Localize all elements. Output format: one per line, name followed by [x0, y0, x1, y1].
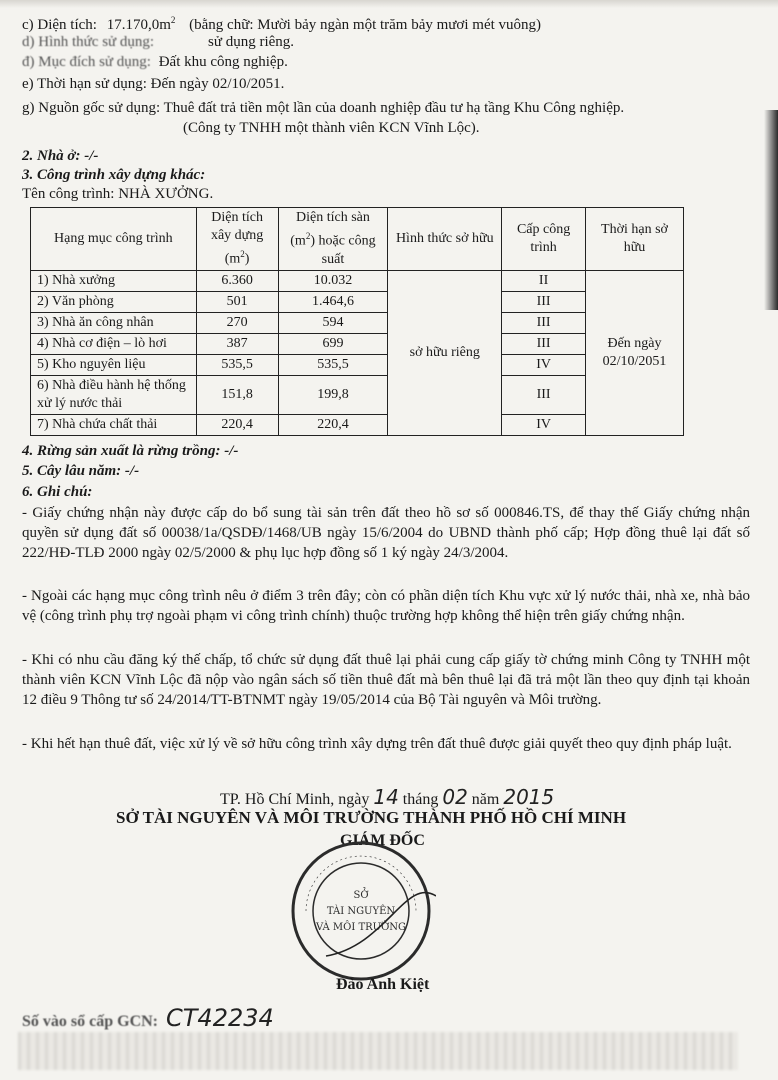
trees-heading: 5. Cây lâu năm: -/-: [22, 463, 140, 479]
row-floor-area: 594: [278, 312, 388, 333]
row-name: 3) Nhà ăn công nhân: [31, 312, 197, 333]
row-name: 4) Nhà cơ điện – lò hơi: [31, 333, 197, 354]
land-area-label: c) Diện tích:: [22, 17, 97, 33]
row-grade: III: [502, 375, 586, 414]
row-grade: IV: [502, 414, 586, 435]
land-area-words: (bằng chữ: Mười bảy ngàn một trăm bảy mươi mét vuông): [189, 17, 542, 33]
official-seal: [286, 836, 436, 986]
table-header-row: [31, 208, 684, 271]
header-grade: Cấp công trình: [502, 208, 586, 271]
works-table: [30, 207, 684, 436]
registry-number: CT42234: [166, 1004, 274, 1032]
note-1: - Giấy chứng nhận này được cấp do bổ sung tài sản trên đất theo hồ sơ số 000846.TS, để thay thế Giấy chứng nhận quyền sử dụng đất số 00038/1a/QSDĐ/1468/UB ngày 15/6/2004 do UBND thành phố cấp; Hợp đồng thuê lại đất số 222/HĐ-TLĐ 2000 ngày 02/5/2000 & phụ lục hợp đồng số 1 ký ngày 24/3/2004.: [22, 505, 750, 561]
usage-purpose-line: [22, 52, 288, 72]
usage-purpose-value: Đất khu công nghiệp.: [158, 54, 288, 70]
usage-origin-company: (Công ty TNHH một thành viên KCN Vĩnh Lộc).: [183, 120, 480, 136]
row-grade: III: [502, 333, 586, 354]
bottom-smudge: [18, 1032, 738, 1070]
other-works-heading: 3. Công trình xây dựng khác:: [22, 167, 206, 183]
row-name: 1) Nhà xưởng: [31, 270, 197, 291]
signer-name: Đào Anh Kiệt: [336, 976, 430, 993]
row-name: 6) Nhà điều hành hệ thống xử lý nước thải: [31, 375, 197, 414]
usage-form-label: d) Hình thức sử dụng:: [22, 34, 155, 50]
agency-name: SỞ TÀI NGUYÊN VÀ MÔI TRƯỜNG THÀNH PHỐ HỒ CHÍ MINH: [116, 808, 627, 827]
header-item: Hạng mục công trình: [31, 208, 197, 271]
top-edge-shadow: [0, 0, 778, 8]
notes-heading: 6. Ghi chú:: [22, 484, 93, 500]
signer-title: GIÁM ĐỐC: [340, 832, 425, 849]
row-floor-area: 1.464,6: [278, 291, 388, 312]
row-build-area: 6.360: [196, 270, 278, 291]
row-floor-area: 199,8: [278, 375, 388, 414]
row-floor-area: 220,4: [278, 414, 388, 435]
forest-heading: 4. Rừng sản xuất là rừng trồng: -/-: [22, 443, 239, 459]
row-grade: III: [502, 312, 586, 333]
usage-form-line: [22, 32, 295, 52]
row-build-area: 535,5: [196, 354, 278, 375]
land-area-value: $17.170,0m^2$: [106, 15, 176, 33]
row-name: 2) Văn phòng: [31, 291, 197, 312]
registry-line: [22, 1004, 274, 1032]
right-edge-shadow: [764, 110, 778, 310]
usage-form-value: sử dụng riêng.: [208, 34, 295, 50]
row-build-area: 501: [196, 291, 278, 312]
row-grade: II: [502, 270, 586, 291]
place-date: TP. Hồ Chí Minh, ngày 14 tháng 02 năm 2015: [220, 785, 555, 809]
row-floor-area: 699: [278, 333, 388, 354]
svg-text:SỞ: SỞ: [353, 890, 369, 901]
row-name: 7) Nhà chứa chất thải: [31, 414, 197, 435]
row-grade: IV: [502, 354, 586, 375]
svg-text:TÀI NGUYÊN: TÀI NGUYÊN: [326, 906, 396, 917]
note-2: - Ngoài các hạng mục công trình nêu ở điểm 3 trên đây; còn có phần diện tích Khu vực xử lý nước thải, nhà xe, nhà bảo vệ (công trình phụ trợ ngoài phạm vi công trình chính) thuộc trường hợp không thể hiện trên giấy chứng nhận.: [22, 588, 750, 624]
header-term: Thời hạn sở hữu: [586, 208, 684, 271]
row-floor-area: 535,5: [278, 354, 388, 375]
svg-text:VÀ MÔI TRƯỜNG: VÀ MÔI TRƯỜNG: [315, 922, 407, 933]
note-4: - Khi hết hạn thuê đất, việc xử lý về sở hữu công trình xây dựng trên đất thuê được giải quyết theo quy định pháp luật.: [22, 736, 732, 752]
ownership-cell: sở hữu riêng: [388, 270, 502, 435]
row-grade: III: [502, 291, 586, 312]
usage-purpose-label: đ) Mục đích sử dụng:: [22, 54, 151, 70]
term-cell: Đến ngày 02/10/2051: [586, 270, 684, 435]
registry-label: Số vào sổ cấp GCN:: [22, 1013, 159, 1030]
header-ownership: Hình thức sở hữu: [388, 208, 502, 271]
house-heading: 2. Nhà ở: -/-: [22, 148, 99, 164]
table-row: [31, 270, 684, 291]
note-3: - Khi có nhu cầu đăng ký thế chấp, tổ chức sử dụng đất thuê lại phải cung cấp giấy tờ chứng minh Công ty TNHH một thành viên KCN Vĩnh Lộc đã nộp vào ngân sách số tiền thuê đất mà bên thuê lại đã trả một lần theo quy định tại khoản 12 điều 9 Thông tư số 24/2014/TT-BTNMT ngày 19/05/2014 của Bộ Tài nguyên và Môi trường.: [22, 652, 750, 708]
row-floor-area: 10.032: [278, 270, 388, 291]
row-name: 5) Kho nguyên liệu: [31, 354, 197, 375]
usage-term-line: e) Thời hạn sử dụng: Đến ngày 02/10/2051.: [22, 76, 285, 92]
work-name: Tên công trình: NHÀ XƯỞNG.: [22, 186, 214, 202]
row-build-area: 270: [196, 312, 278, 333]
usage-origin-line: g) Nguồn gốc sử dụng: Thuê đất trả tiền một lần của doanh nghiệp đầu tư hạ tầng Khu Công nghiệp.: [22, 100, 625, 116]
header-build-area: Diện tích xây dựng $(m^2)$: [196, 208, 278, 271]
header-floor-area: Diện tích sàn $(m^2)$ hoặc công suất: [278, 208, 388, 271]
row-build-area: 151,8: [196, 375, 278, 414]
row-build-area: 220,4: [196, 414, 278, 435]
row-build-area: 387: [196, 333, 278, 354]
